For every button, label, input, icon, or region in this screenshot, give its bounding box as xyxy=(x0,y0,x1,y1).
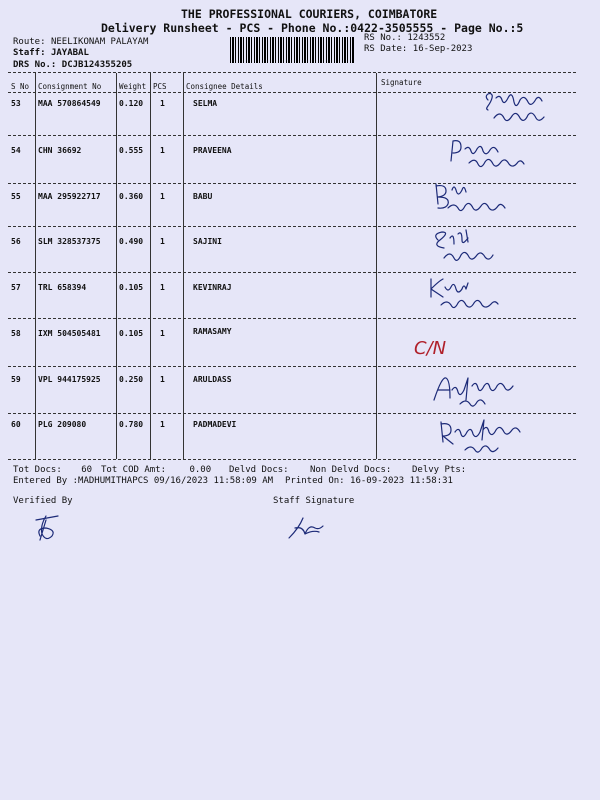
row-sno: 60 xyxy=(11,420,21,429)
totals-line xyxy=(13,465,92,475)
printed-on: Printed On: 16-09-2023 11:58:31 xyxy=(285,476,453,486)
row-pcs: 1 xyxy=(160,99,165,108)
signature-row-57 xyxy=(425,275,545,317)
row-weight: 0.105 xyxy=(119,283,144,292)
row-weight: 0.490 xyxy=(119,237,144,246)
route-value: NEELIKONAM PALAYAM xyxy=(50,37,149,47)
drs-value: DCJB124355205 xyxy=(61,60,133,70)
row-weight: 0.120 xyxy=(119,99,144,108)
col-pcs: PCS xyxy=(153,82,167,91)
drs-label: DRS No.: xyxy=(13,60,57,70)
row-consignment: TRL 658394 xyxy=(38,283,87,292)
delvy-pts-label: Delvy Pts: xyxy=(412,465,467,475)
row-sno: 58 xyxy=(11,329,21,338)
cod-line xyxy=(101,465,211,475)
verified-by-signature xyxy=(30,512,66,546)
rs-date-line xyxy=(364,44,472,54)
table-bottom-rule xyxy=(8,459,576,460)
row-sno: 55 xyxy=(11,192,21,201)
row-consignee: BABU xyxy=(193,192,213,201)
entered-by: Entered By :MADHUMITHAPCS 09/16/2023 11:58:09 AM xyxy=(13,476,274,486)
row-pcs: 1 xyxy=(160,283,165,292)
row-pcs: 1 xyxy=(160,420,165,429)
rs-no-label: RS No.: xyxy=(364,33,402,43)
rs-date-label: RS Date: xyxy=(364,44,408,54)
row-consignment: MAA 295922717 xyxy=(38,192,101,201)
table-top-rule xyxy=(8,72,576,73)
row-weight: 0.105 xyxy=(119,329,144,338)
signature-row-60 xyxy=(435,416,565,458)
row-consignment: PLG 209080 xyxy=(38,420,87,429)
row-pcs: 1 xyxy=(160,146,165,155)
row-consignee: ARULDASS xyxy=(193,375,232,384)
rs-no-value: 1243552 xyxy=(407,33,446,43)
delvd-docs-label: Delvd Docs: xyxy=(229,465,289,475)
signature-row-55 xyxy=(430,178,550,220)
col-divider xyxy=(35,73,36,459)
col-signature: Signature xyxy=(381,78,422,87)
row-consignee: PRAVEENA xyxy=(193,146,232,155)
col-consignee: Consignee Details xyxy=(186,82,263,91)
signature-row-54 xyxy=(445,135,565,175)
signature-row-56 xyxy=(430,226,540,270)
staff-label: Staff: xyxy=(13,48,46,58)
row-consignment: SLM 328537375 xyxy=(38,237,101,246)
verified-by-label: Verified By xyxy=(13,496,73,506)
row-weight: 0.555 xyxy=(119,146,144,155)
tot-docs-value: 60 xyxy=(81,465,93,475)
tot-cod-value: 0.00 xyxy=(189,465,212,475)
row-consignee: PADMADEVI xyxy=(193,420,237,429)
staff-signature-mark xyxy=(285,510,329,542)
signature-row-53 xyxy=(480,88,580,128)
route-label: Route: xyxy=(13,37,46,47)
non-delvd-docs-label: Non Delvd Docs: xyxy=(310,465,392,475)
row-weight: 0.250 xyxy=(119,375,144,384)
staff-line xyxy=(13,48,89,58)
row-pcs: 1 xyxy=(160,192,165,201)
signature-row-59 xyxy=(430,372,560,412)
row-pcs: 1 xyxy=(160,237,165,246)
col-divider xyxy=(116,73,117,459)
row-divider xyxy=(8,272,576,273)
row-sno: 54 xyxy=(11,146,21,155)
row-sno: 57 xyxy=(11,283,21,292)
staff-signature-label: Staff Signature xyxy=(273,496,355,506)
barcode xyxy=(230,37,355,63)
tot-cod-label: Tot COD Amt: xyxy=(101,465,167,475)
company-title: THE PROFESSIONAL COURIERS, COIMBATORE xyxy=(181,7,438,21)
row-pcs: 1 xyxy=(160,329,165,338)
row-consignee: RAMASAMY xyxy=(193,327,232,336)
row-consignment: IXM 504505481 xyxy=(38,329,101,338)
tot-docs-label: Tot Docs: xyxy=(13,465,62,475)
col-divider xyxy=(150,73,151,459)
rs-no-line xyxy=(364,33,445,43)
staff-value: JAYABAL xyxy=(50,48,89,58)
col-weight: Weight xyxy=(119,82,147,91)
row-divider xyxy=(8,413,576,414)
row-consignee: SELMA xyxy=(193,99,218,108)
row-weight: 0.780 xyxy=(119,420,144,429)
row-sno: 53 xyxy=(11,99,21,108)
row-consignee: SAJINI xyxy=(193,237,222,246)
rs-date-value: 16-Sep-2023 xyxy=(412,44,473,54)
row-consignment: VPL 944175925 xyxy=(38,375,101,384)
col-consignment: Consignment No xyxy=(38,82,102,91)
col-divider xyxy=(183,73,184,459)
row-consignment: CHN 36692 xyxy=(38,146,82,155)
col-divider xyxy=(376,73,377,459)
row-weight: 0.360 xyxy=(119,192,144,201)
row-divider xyxy=(8,318,576,319)
row-sno: 59 xyxy=(11,375,21,384)
row-sno: 56 xyxy=(11,237,21,246)
drs-line xyxy=(13,60,132,70)
route-line xyxy=(13,37,148,47)
row-consignee: KEVINRAJ xyxy=(193,283,232,292)
cn-mark-text: C/N xyxy=(414,338,447,359)
row-consignment: MAA 570864549 xyxy=(38,99,101,108)
handwritten-mark-row-58 xyxy=(410,330,470,364)
col-sno: S No xyxy=(11,82,30,91)
row-pcs: 1 xyxy=(160,375,165,384)
runsheet-title: Delivery Runsheet - PCS - Phone No.:0422-3505555 - Page No.:5 xyxy=(101,21,524,35)
row-divider xyxy=(8,366,576,367)
